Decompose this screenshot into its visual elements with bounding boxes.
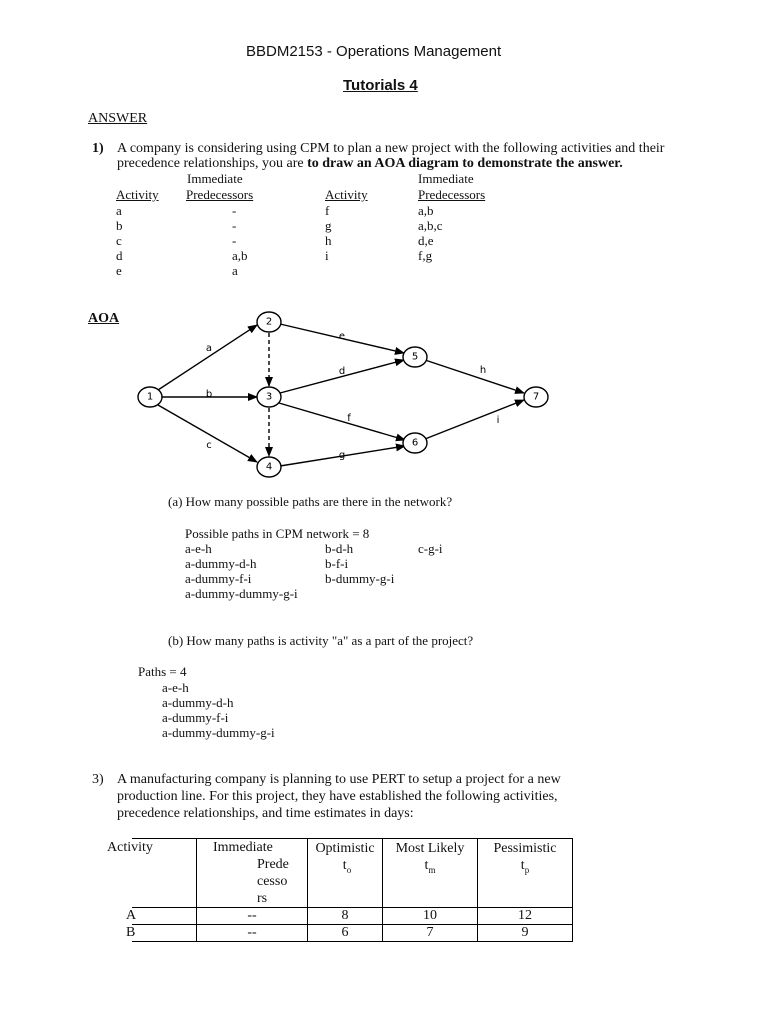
- q1-left-activity: b: [116, 218, 123, 233]
- aoa-network-diagram: [118, 300, 558, 490]
- q1-col1-header: Activity: [116, 187, 159, 202]
- path-item: a-dummy-d-h: [162, 695, 234, 710]
- row-pessimistic: 12: [478, 908, 573, 925]
- q1-left-pred: -: [232, 218, 237, 233]
- header-pred-top: Immediate: [213, 840, 273, 855]
- edge-label: i: [496, 415, 500, 426]
- q3-line1: A manufacturing company is planning to use PERT to setup a project for a new: [117, 772, 561, 787]
- node-label: 5: [411, 351, 419, 363]
- q1-col4-header: Predecessors: [418, 187, 486, 202]
- path-item: a-e-h: [162, 680, 189, 695]
- row-pred: --: [197, 908, 308, 925]
- edge-label: e: [338, 331, 346, 342]
- path-item: a-dummy-dummy-g-i: [185, 586, 298, 601]
- table-row: [132, 908, 573, 925]
- edge-label: h: [479, 365, 487, 376]
- row-activity: B: [126, 925, 136, 940]
- path-item: b-f-i: [325, 556, 349, 571]
- node-label: 1: [146, 391, 154, 403]
- header-activity: Activity: [107, 840, 153, 855]
- row-pessimistic: 9: [478, 925, 573, 942]
- edge-label: g: [338, 450, 346, 461]
- path-item: b-d-h: [325, 541, 354, 556]
- edge-f: [279, 403, 405, 440]
- edge-h: [425, 360, 524, 393]
- header-pred-line: cesso: [257, 874, 288, 889]
- node-label: 6: [411, 437, 419, 449]
- edge-label: c: [206, 440, 212, 451]
- row-most-likely: 10: [383, 908, 478, 925]
- q1-col4-top: Immediate: [418, 171, 474, 186]
- node-label: 4: [265, 461, 273, 473]
- row-optimistic: 8: [308, 908, 383, 925]
- header-most-likely: Most Likely: [395, 841, 465, 856]
- q1-right-pred: a,b,c: [418, 218, 443, 233]
- row-most-likely: 7: [383, 925, 478, 942]
- q1-right-activity: i: [325, 248, 329, 263]
- tutorial-title: Tutorials 4: [343, 77, 418, 94]
- edge-label: d: [338, 366, 346, 377]
- q1-left-pred: -: [232, 203, 237, 218]
- header-pessimistic-symbol: $t_p$: [520, 858, 530, 875]
- q1-left-pred: a: [232, 263, 238, 278]
- header-optimistic: Optimistic: [315, 841, 375, 856]
- row-activity: A: [126, 908, 137, 923]
- q1-right-activity: g: [325, 218, 332, 233]
- q1-left-activity: c: [116, 233, 122, 248]
- path-item: c-g-i: [418, 541, 443, 556]
- edge-label: f: [347, 413, 351, 424]
- table-header-row: [132, 839, 573, 908]
- q3-line2: production line. For this project, they have established the following activities,: [117, 789, 558, 804]
- qa-question: (a) How many possible paths are there in the network?: [168, 494, 453, 509]
- answer-heading: ANSWER: [88, 111, 148, 126]
- aoa-label: AOA: [88, 311, 120, 326]
- header-pred-line: Prede: [257, 857, 289, 872]
- path-item: a-dummy-f-i: [162, 710, 229, 725]
- edge-label: b: [205, 389, 213, 400]
- row-pred: --: [197, 925, 308, 942]
- header-pessimistic: Pessimistic: [493, 841, 557, 856]
- q3-line3: precedence relationships, and time estimates in days:: [117, 806, 414, 821]
- q1-left-pred: a,b: [232, 248, 248, 263]
- q1-left-activity: a: [116, 203, 122, 218]
- qb-answer: Paths = 4: [138, 664, 187, 679]
- path-item: a-dummy-f-i: [185, 571, 252, 586]
- q1-left-activity: d: [116, 248, 123, 263]
- q1-line1: A company is considering using CPM to plan a new project with the following activities and their: [117, 141, 665, 156]
- course-title: BBDM2153 - Operations Management: [246, 43, 502, 60]
- q1-right-pred: d,e: [418, 233, 434, 248]
- path-item: a-e-h: [185, 541, 212, 556]
- q3-number: 3): [92, 772, 104, 787]
- table-row: [132, 925, 573, 942]
- q1-col2-top: Immediate: [187, 171, 243, 186]
- q1-line2: precedence relationships, you are to draw an AOA diagram to demonstrate the answer.: [117, 156, 623, 171]
- q1-left-pred: -: [232, 233, 237, 248]
- qa-answer: Possible paths in CPM network = 8: [185, 526, 370, 541]
- path-item: a-dummy-d-h: [185, 556, 257, 571]
- header-most-likely-symbol: $t_m$: [424, 858, 436, 875]
- edge-c: [158, 405, 257, 462]
- q1-left-activity: e: [116, 263, 122, 278]
- node-label: 3: [265, 391, 273, 403]
- q1-right-activity: f: [325, 203, 330, 218]
- q1-right-pred: a,b: [418, 203, 434, 218]
- header-pred-line: rs: [257, 891, 268, 906]
- qb-question: (b) How many paths is activity "a" as a part of the project?: [168, 633, 474, 648]
- node-label: 2: [265, 316, 273, 328]
- edge-a: [158, 325, 257, 390]
- q1-right-pred: f,g: [418, 248, 433, 263]
- header-optimistic-symbol: $t_o$: [342, 858, 352, 875]
- q1-number: 1): [92, 141, 104, 156]
- path-item: a-dummy-dummy-g-i: [162, 725, 275, 740]
- edge-label: a: [205, 343, 213, 354]
- edge-i: [425, 400, 524, 439]
- row-optimistic: 6: [308, 925, 383, 942]
- q1-col2-header: Predecessors: [186, 187, 254, 202]
- q1-right-activity: h: [325, 233, 332, 248]
- q1-col3-header: Activity: [325, 187, 368, 202]
- path-item: b-dummy-g-i: [325, 571, 395, 586]
- node-label: 7: [532, 391, 540, 403]
